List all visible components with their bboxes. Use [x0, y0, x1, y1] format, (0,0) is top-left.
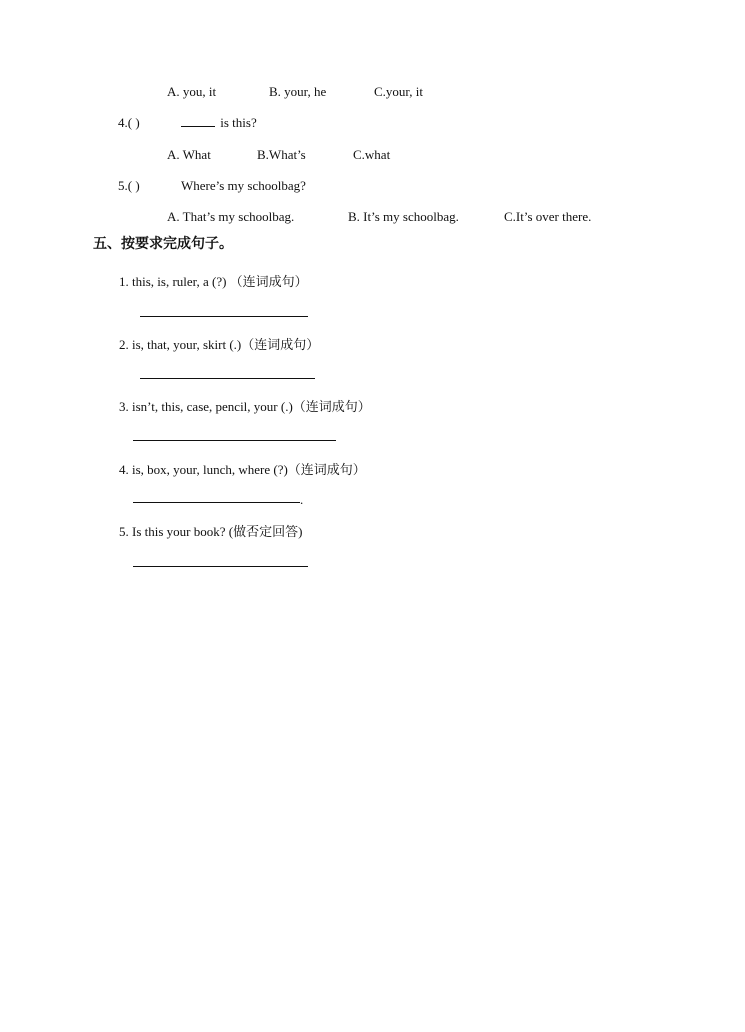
q4-option-b: B.What’s [257, 147, 306, 162]
q4-stem: is this? [181, 115, 257, 131]
q5-option-c: C.It’s over there. [504, 209, 592, 224]
q4-blank [181, 115, 215, 127]
rewrite-item-5: 5. Is this your book? (做否定回答) [119, 524, 303, 539]
q4-number: 4.( ) [118, 115, 140, 130]
answer-line-4[interactable] [133, 502, 300, 503]
rewrite-item-4: 4. is, box, your, lunch, where (?)（连词成句） [119, 462, 366, 477]
q3-option-a: A. you, it [167, 84, 217, 99]
rewrite-item-2: 2. is, that, your, skirt (.)（连词成句） [119, 337, 320, 352]
answer-line-1[interactable] [140, 316, 308, 317]
section-heading: 五、按要求完成句子。 [93, 236, 233, 252]
q5-stem: Where’s my schoolbag? [181, 178, 306, 193]
q4-option-a: A. What [167, 147, 211, 162]
answer-line-4-period: . [300, 492, 304, 507]
q3-option-b: B. your, he [269, 84, 327, 99]
rewrite-item-3: 3. isn’t, this, case, pencil, your (.)（连词成句） [119, 399, 371, 414]
answer-line-5[interactable] [133, 566, 308, 567]
answer-line-3[interactable] [133, 440, 336, 441]
answer-line-2[interactable] [140, 378, 315, 379]
rewrite-item-1: 1. this, is, ruler, a (?) （连词成句） [119, 274, 308, 289]
q5-number: 5.( ) [118, 178, 140, 193]
q4-option-c: C.what [353, 147, 391, 162]
q5-option-b: B. It’s my schoolbag. [348, 209, 459, 224]
q3-option-c: C.your, it [374, 84, 423, 99]
q5-option-a: A. That’s my schoolbag. [167, 209, 295, 224]
